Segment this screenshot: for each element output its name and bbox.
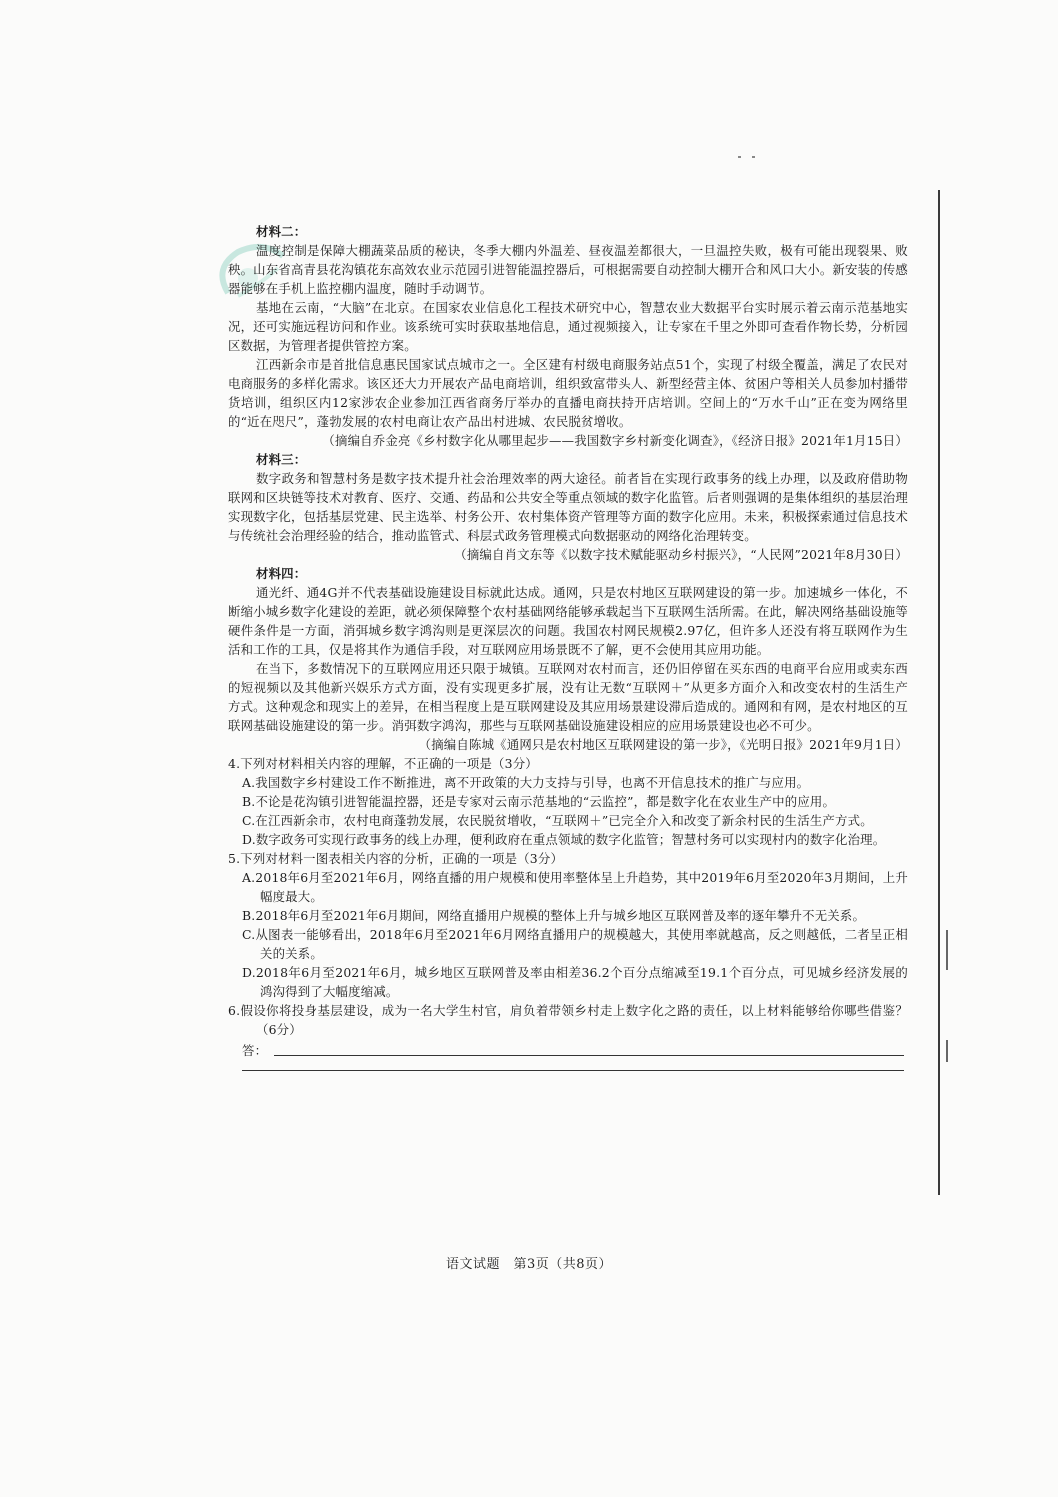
option-d: D.2018年6月至2021年6月，城乡地区互联网普及率由相差36.2个百分点缩减至19.1个百分点，可见城乡经济发展的鸿沟得到了大幅度缩减。 — [242, 965, 908, 999]
option-a: A.我国数字乡村建设工作不断推进，离不开政策的大力支持与引导，也离不开信息技术的推广与应用。 — [242, 775, 810, 790]
option-b: B.不论是花沟镇引进智能温控器，还是专家对云南示范基地的“云监控”，都是数字化在农业生产中的应用。 — [242, 794, 836, 809]
scan-speck — [738, 156, 741, 158]
question-stem: 6.假设你将投身基层建设，成为一名大学生村官，肩负着带领乡村走上数字化之路的责任，以上材料能够给你哪些借鉴？（6分） — [228, 1003, 908, 1037]
material-three-paragraph: 数字政务和智慧村务是数字技术提升社会治理效率的两大途径。前者旨在实现行政事务的线上办理，以及政府借助物联网和区块链等技术对教育、医疗、交通、药品和公共安全等重点领域的数字化监管。后者则强调的是集体组织的基层治理实现数字化，包括基层党建、民主选举、村务公开、农村集体资产管理等方面的数字化应用。未来，积极探索通过信息技术与传统社会治理经验的结合，推动监管式、科层式政务管理模式向数据驱动的网络化治理转变。 — [228, 471, 908, 543]
material-two — [228, 222, 908, 450]
material-four-title: 材料四： — [256, 566, 307, 581]
material-four-paragraph: 通光纤、通4G并不代表基础设施建设目标就此达成。通网，只是农村地区互联网建设的第一步。加速城乡一体化，不断缩小城乡数字化建设的差距，就必须保障整个农村基础网络能够承载起当下互联网生活所需。在此，解决网络基础设施等硬件条件是一方面，消弭城乡数字鸿沟则是更深层次的问题。我国农村网民规模2.97亿，但许多人还没有将互联网作为生活和工作的工具，仅是将其作为通信手段，对互联网应用场景既不了解，更不会使用其应用功能。 — [228, 585, 908, 657]
exam-page — [228, 222, 908, 1078]
margin-dash-mark — [946, 930, 948, 970]
option-c: C.从图表一能够看出，2018年6月至2021年6月网络直播用户的规模越大，其使用率就越高，反之则越低，二者呈正相关的关系。 — [242, 927, 908, 961]
answer-area[interactable] — [228, 1060, 908, 1078]
material-four-source: （摘编自陈城《通网只是农村地区互联网建设的第一步》，《光明日报》2021年9月1日） — [418, 737, 908, 752]
option-c: C.在江西新余市，农村电商蓬勃发展，农民脱贫增收，“互联网＋”已完全介入和改变了新余村民的生活生产方式。 — [242, 813, 873, 828]
material-two-paragraph: 江西新余市是首批信息惠民国家试点城市之一。全区建有村级电商服务站点51个，实现了村级全覆盖，满足了农民对电商服务的多样化需求。该区还大力开展农产品电商培训，组织致富带头人、新型经营主体、贫困户等相关人员参加村播带货培训，组织区内12家涉农企业参加江西省商务厅举办的直播电商扶持开店培训。空间上的“万水千山”正在变为网络里的“近在咫尺”，蓬勃发展的农村电商让农产品出村进城、农民脱贫增收。 — [228, 357, 908, 429]
material-three-source: （摘编自肖文东等《以数字技术赋能驱动乡村振兴》，“人民网”2021年8月30日） — [454, 547, 908, 562]
question-stem: 4.下列对材料相关内容的理解，不正确的一项是（3分） — [228, 756, 538, 771]
answer-area[interactable] — [228, 1041, 908, 1060]
page-footer: 语文试题 第3页（共8页） — [445, 1257, 613, 1272]
option-a: A.2018年6月至2021年6月，网络直播的用户规模和使用率整体呈上升趋势，其中2019年6月至2020年3月期间，上升幅度最大。 — [242, 870, 908, 904]
question-5 — [228, 849, 908, 1001]
margin-dash-mark — [946, 1040, 948, 1062]
material-three — [228, 450, 908, 564]
material-two-paragraph: 基地在云南，“大脑”在北京。在国家农业信息化工程技术研究中心，智慧农业大数据平台实时展示着云南示范基地实况，还可实施远程访问和作业。该系统可实时获取基地信息，通过视频接入，让专家在千里之外即可查看作物长势，分析园区数据，为管理者提供管控方案。 — [228, 300, 908, 353]
scan-speck — [752, 156, 755, 158]
option-b: B.2018年6月至2021年6月期间，网络直播用户规模的整体上升与城乡地区互联网普及率的逐年攀升不无关系。 — [242, 908, 866, 923]
material-four — [228, 564, 908, 754]
material-two-source: （摘编自乔金亮《乡村数字化从哪里起步——我国数字乡村新变化调查》，《经济日报》2021年1月15日） — [322, 433, 908, 448]
question-4 — [228, 754, 908, 849]
question-stem: 5.下列对材料一图表相关内容的分析，正确的一项是（3分） — [228, 851, 564, 866]
material-two-paragraph: 温度控制是保障大棚蔬菜品质的秘诀，冬季大棚内外温差、昼夜温差都很大，一旦温控失败，极有可能出现裂果、败秧。山东省高青县花沟镇花东高效农业示范园引进智能温控器后，可根据需要自动控制大棚开合和风口大小。新安装的传感器能够在手机上监控棚内温度，随时手动调节。 — [228, 243, 908, 296]
right-margin-rule — [938, 190, 940, 1195]
question-6 — [228, 1001, 908, 1078]
answer-label: 答： — [242, 1043, 268, 1058]
material-four-paragraph: 在当下，多数情况下的互联网应用还只限于城镇。互联网对农村而言，还仍旧停留在买东西的电商平台应用或卖东西的短视频以及其他新兴娱乐方式方面，没有实现更多扩展，没有让无数“互联网＋”从更多方面介入和改变农村的生活生产方式。这种观念和现实上的差异，在相当程度上是互联网建设及其应用场景建设滞后造成的。通网和有网，是农村地区的互联网基础设施建设的第一步。消弭数字鸿沟，那些与互联网基础设施建设相应的应用场景建设也必不可少。 — [228, 661, 908, 733]
answer-line — [274, 1055, 904, 1056]
option-d: D.数字政务可实现行政事务的线上办理，便利政府在重点领域的数字化监管；智慧村务可以实现村内的数字化治理。 — [242, 832, 886, 847]
material-two-title: 材料二： — [256, 224, 307, 239]
material-three-title: 材料三： — [256, 452, 307, 467]
answer-line — [242, 1070, 904, 1071]
